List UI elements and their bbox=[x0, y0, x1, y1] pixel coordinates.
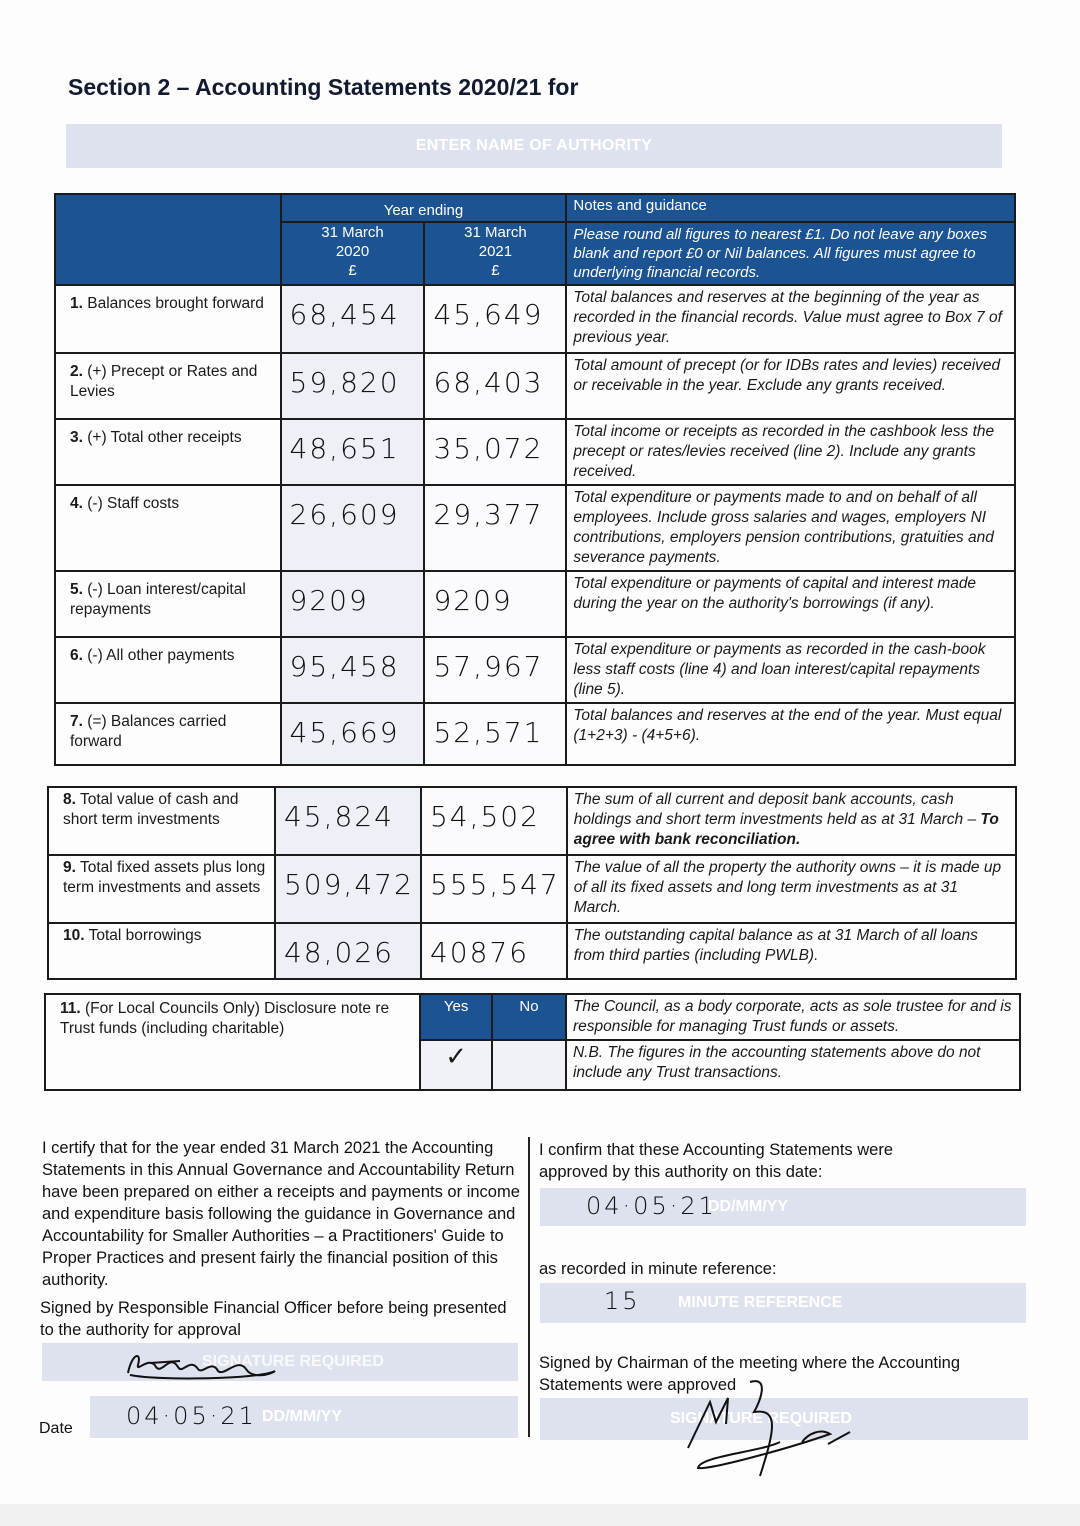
row-note: Total balances and reserves at the beginning of the year as recorded in the financial records. Value must agree to Box 7 of previous year. bbox=[566, 285, 1015, 353]
row-note: Total income or receipts as recorded in the cashbook less the precept or rates/levies received (line 2). Include any grants received. bbox=[566, 419, 1015, 485]
col-2021-line2: 2021 bbox=[478, 243, 513, 260]
statement-row bbox=[55, 285, 1015, 353]
value-2021[interactable]: 35,072 bbox=[424, 419, 566, 485]
row-label-text: Total value of cash and short term investments bbox=[63, 791, 239, 828]
row-label-text: (-) All other payments bbox=[87, 647, 235, 664]
balance-row bbox=[48, 923, 1016, 979]
yes-checkbox[interactable] bbox=[420, 1040, 492, 1090]
balance-row bbox=[48, 855, 1016, 923]
row-label bbox=[55, 419, 281, 485]
approval-date-placeholder: DD/MM/YY bbox=[708, 1198, 788, 1215]
col-2021-line1: 31 March bbox=[464, 224, 527, 241]
yes-header: Yes bbox=[420, 994, 492, 1040]
rfo-signature-placeholder: SIGNATURE REQUIRED bbox=[202, 1353, 384, 1370]
trust-note-2: N.B. The figures in the accounting statements above do not include any Trust transactions. bbox=[566, 1040, 1020, 1090]
row-number: 2. bbox=[70, 363, 83, 380]
row-note-text: The outstanding capital balance as at 31 March of all loans from third parties (including PWLB). bbox=[573, 927, 978, 964]
chair-signature-placeholder: SIGNATURE REQUIRED bbox=[670, 1410, 852, 1427]
approval-date-value: 04·05·21 bbox=[586, 1192, 717, 1220]
row-label bbox=[55, 353, 281, 419]
statement-row bbox=[55, 353, 1015, 419]
value-2021[interactable]: 40876 bbox=[421, 923, 567, 979]
row-label bbox=[48, 787, 275, 855]
minute-placeholder: MINUTE REFERENCE bbox=[678, 1294, 843, 1311]
authority-name-field[interactable] bbox=[66, 124, 1002, 168]
row-label bbox=[55, 285, 281, 353]
row-label-text: (+) Total other receipts bbox=[87, 429, 242, 446]
value-2021[interactable]: 57,967 bbox=[424, 637, 566, 703]
notes-guidance: Please round all figures to nearest £1. Do not leave any boxes blank and report £0 or Nil balances. All figures must agree to underlying financial records. bbox=[566, 222, 1015, 285]
trust-label-cell bbox=[45, 994, 420, 1090]
row-label bbox=[55, 571, 281, 637]
date-label: Date bbox=[39, 1420, 73, 1437]
trust-note-1: The Council, as a body corporate, acts as sole trustee for and is responsible for managing Trust funds or assets. bbox=[566, 994, 1020, 1040]
row-label-text: (=) Balances carried forward bbox=[70, 713, 227, 750]
row-label-text: Balances brought forward bbox=[87, 295, 264, 312]
row-note: Total expenditure or payments as recorded in the cash-book less staff costs (line 4) and loan interest/capital repayments (line 5). bbox=[566, 637, 1015, 703]
statement-row bbox=[55, 637, 1015, 703]
footer-bar bbox=[0, 1504, 1080, 1526]
row-label-text: Total borrowings bbox=[88, 927, 202, 944]
row-note: Total expenditure or payments made to and on behalf of all employees. Include gross salaries and wages, employers NI contributions, employers pension contributions, gratuities and severance payments. bbox=[566, 485, 1015, 571]
value-2021[interactable]: 54,502 bbox=[421, 787, 567, 855]
row-number: 1. bbox=[70, 295, 83, 312]
rfo-sign-text: Signed by Responsible Financial Officer before being presented to the authority for approval bbox=[40, 1299, 507, 1339]
row-label-text: (-) Loan interest/capital repayments bbox=[70, 581, 246, 618]
col-2021-line3: £ bbox=[491, 262, 500, 279]
statement-row bbox=[55, 571, 1015, 637]
row-number: 10. bbox=[63, 927, 85, 944]
balance-row bbox=[48, 787, 1016, 855]
trust-label: (For Local Councils Only) Disclosure note re Trust funds (including charitable) bbox=[60, 1000, 390, 1037]
row-number: 9. bbox=[63, 859, 76, 876]
rfo-certification-text: I certify that for the year ended 31 March 2021 the Accounting Statements in this Annual Governance and Accountability Return have been prepared on either a receipts and payments or income and expenditure basis following the guidance in Governance and Accountability for Smaller Authorities – a Practitioners' Guide to Proper Practices and present fairly the financial position of this authority. bbox=[42, 1139, 520, 1289]
row-note: Total balances and reserves at the end of the year. Must equal (1+2+3) - (4+5+6). bbox=[566, 703, 1015, 765]
minute-value: 15 bbox=[604, 1287, 641, 1315]
row-number: 4. bbox=[70, 495, 83, 512]
no-checkbox[interactable] bbox=[492, 1040, 566, 1090]
accounting-statements-table bbox=[54, 193, 1016, 766]
value-2020[interactable]: 509,472 bbox=[275, 855, 421, 923]
col-2021-header bbox=[424, 222, 566, 285]
balances-table bbox=[47, 786, 1017, 980]
chair-sign-text: Signed by Chairman of the meeting where the Accounting Statements were approved bbox=[539, 1354, 961, 1394]
row-number: 3. bbox=[70, 429, 83, 446]
value-2020[interactable]: 45,669 bbox=[281, 703, 425, 765]
row-number: 6. bbox=[70, 647, 83, 664]
minute-reference-field[interactable] bbox=[540, 1283, 1026, 1323]
row-note-text: The sum of all current and deposit bank accounts, cash holdings and short term investments held as at 31 March – bbox=[573, 791, 977, 828]
value-2020[interactable]: 48,651 bbox=[281, 419, 425, 485]
value-2021[interactable]: 68,403 bbox=[424, 353, 566, 419]
row-note: Total amount of precept (or for IDBs rates and levies) received or receivable in the year. Exclude any grants received. bbox=[566, 353, 1015, 419]
chair-signature-icon bbox=[680, 1372, 880, 1482]
col-2020-line2: 2020 bbox=[335, 243, 370, 260]
rfo-signature-icon bbox=[120, 1345, 290, 1381]
value-2020[interactable]: 9209 bbox=[281, 571, 425, 637]
value-2021[interactable]: 45,649 bbox=[424, 285, 566, 353]
year-ending-header: Year ending bbox=[281, 194, 567, 222]
authority-placeholder: ENTER NAME OF AUTHORITY bbox=[415, 137, 653, 154]
row-label-text: Total fixed assets plus long term investments and assets bbox=[63, 859, 266, 896]
value-2020[interactable]: 59,820 bbox=[281, 353, 425, 419]
statement-row bbox=[55, 703, 1015, 765]
approval-date-field[interactable] bbox=[540, 1188, 1026, 1226]
rfo-date-field[interactable] bbox=[90, 1396, 518, 1438]
value-2021[interactable]: 29,377 bbox=[424, 485, 566, 571]
row-note bbox=[567, 855, 1016, 923]
row-note: Total expenditure or payments of capital and interest made during the year on the authority's borrowings (if any). bbox=[566, 571, 1015, 637]
row-label bbox=[48, 923, 275, 979]
row-label-text: (+) Precept or Rates and Levies bbox=[70, 363, 258, 400]
col-2020-header bbox=[281, 222, 425, 285]
value-2020[interactable]: 26,609 bbox=[281, 485, 425, 571]
row-number: 7. bbox=[70, 713, 83, 730]
rfo-date-value: 04·05·21 bbox=[126, 1402, 257, 1430]
trust-num: 11. bbox=[60, 1000, 81, 1017]
value-2020[interactable]: 95,458 bbox=[281, 637, 425, 703]
statement-row bbox=[55, 485, 1015, 571]
row-note-text: The value of all the property the authority owns – it is made up of all its fixed assets and long term investments as at 31 March. bbox=[573, 859, 1002, 916]
row-label bbox=[48, 855, 275, 923]
row-note-bold: To agree with bank reconciliation. bbox=[573, 811, 999, 848]
row-label-text: (-) Staff costs bbox=[87, 495, 180, 512]
notes-header: Notes and guidance bbox=[566, 194, 1015, 222]
minute-label: as recorded in minute reference: bbox=[539, 1260, 777, 1278]
no-header: No bbox=[492, 994, 566, 1040]
page-title: Section 2 – Accounting Statements 2020/21 for bbox=[68, 74, 579, 100]
value-2021[interactable]: 555,547 bbox=[421, 855, 567, 923]
row-number: 8. bbox=[63, 791, 76, 808]
rfo-signature-field[interactable] bbox=[42, 1343, 518, 1381]
row-number: 5. bbox=[70, 581, 83, 598]
value-2020[interactable]: 68,454 bbox=[281, 285, 425, 353]
row-label bbox=[55, 637, 281, 703]
trust-funds-table bbox=[44, 993, 1021, 1091]
header-blank bbox=[55, 194, 281, 285]
col-2020-line3: £ bbox=[348, 262, 357, 279]
check-icon: ✓ bbox=[445, 1041, 468, 1071]
row-note bbox=[567, 787, 1016, 855]
column-divider bbox=[528, 1137, 530, 1437]
row-label bbox=[55, 485, 281, 571]
approval-confirm-text: I confirm that these Accounting Statements were approved by this authority on this date: bbox=[539, 1141, 894, 1181]
value-2021[interactable]: 52,571 bbox=[424, 703, 566, 765]
row-note bbox=[567, 923, 1016, 979]
value-2021[interactable]: 9209 bbox=[424, 571, 566, 637]
statement-row bbox=[55, 419, 1015, 485]
value-2020[interactable]: 48,026 bbox=[275, 923, 421, 979]
col-2020-line1: 31 March bbox=[321, 224, 384, 241]
row-label bbox=[55, 703, 281, 765]
value-2020[interactable]: 45,824 bbox=[275, 787, 421, 855]
rfo-date-placeholder: DD/MM/YY bbox=[262, 1408, 342, 1425]
